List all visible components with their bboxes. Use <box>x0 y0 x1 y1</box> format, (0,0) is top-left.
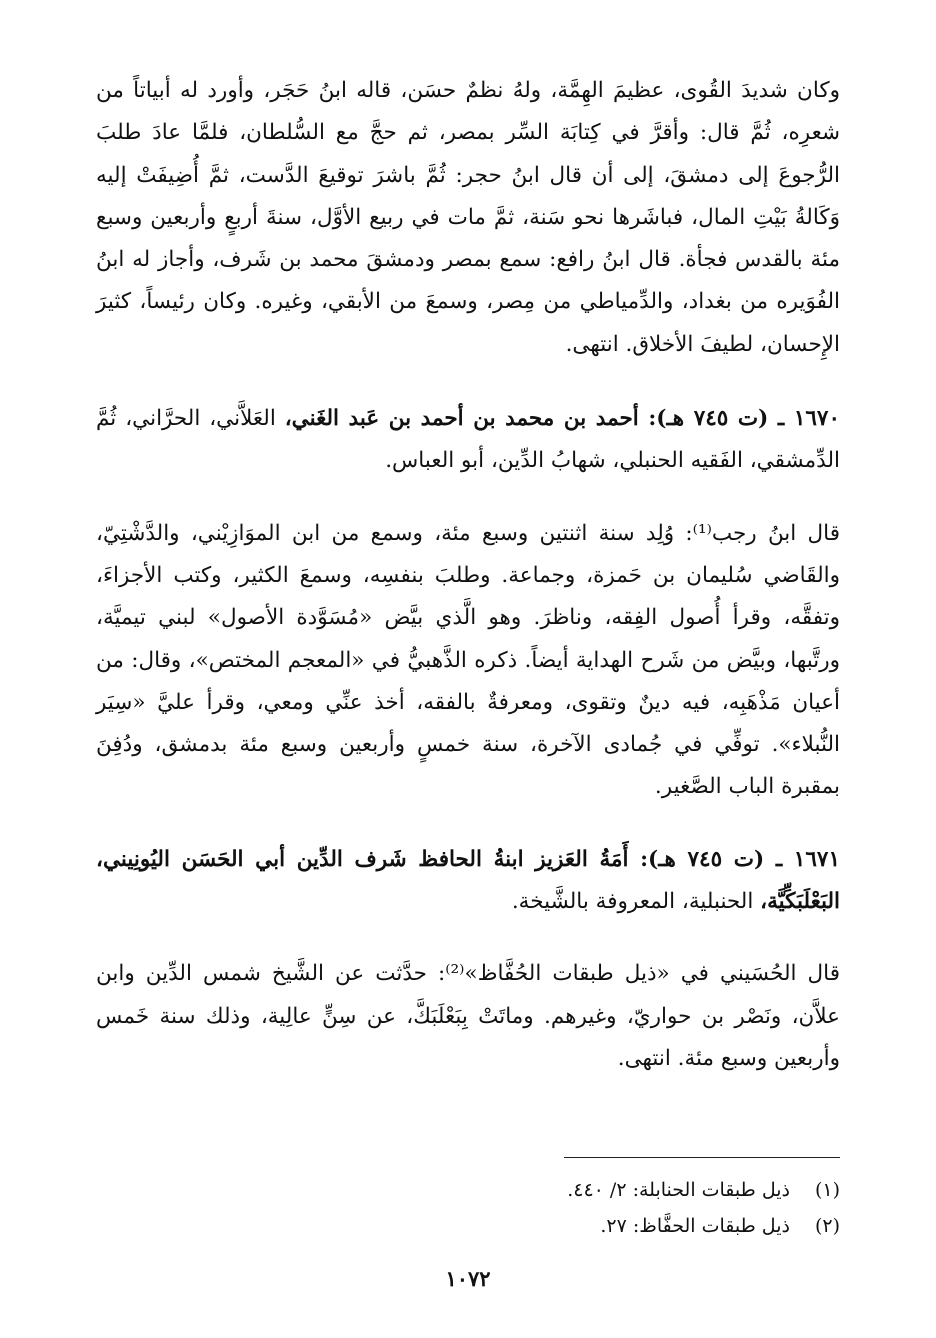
entry-text: العَلاَّني، الحرَّاني، ثُمَّ الدِّمشقي، الفَقيه الحنبلي، شهابُ الدِّين، أبو العباس. <box>96 406 840 474</box>
paragraph-text: قال الحُسَيني في «ذيل طبقات الحُفَّاظ»⁽²⁾: حدَّثت عن الشَّيخ شمس الدِّين وابن علاَّن، ونَصْر بن حواريّ، وغيرهم. وماتَتْ بِبَعْلَبَكَّ، عن سِنٍّ عالِية، وذلك سنة خَمس وأربعين وسبع مئة. انتهى. <box>96 961 840 1071</box>
paragraph-ibn-rajab-quote <box>96 513 840 809</box>
entry-1671 <box>96 839 840 924</box>
footnote-separator <box>564 1157 840 1158</box>
footnotes <box>96 1172 840 1244</box>
footnote-text: ذيل طبقات الحفَّاظ: ٢٧. <box>600 1215 790 1237</box>
footnote-number: (٢) <box>814 1215 840 1237</box>
footnote-number: (١) <box>814 1179 840 1201</box>
footnote-text: ذيل طبقات الحنابلة: ٢/ ٤٤٠. <box>567 1179 790 1201</box>
footnote-1 <box>96 1172 840 1208</box>
page-body <box>96 70 840 1080</box>
entry-heading: ١٦٧٠ ـ (ت ٧٤٥ هـ): أحمد بن محمد بن أحمد بن عَبد الغَني، <box>284 406 841 432</box>
entry-text: الحنبلية، المعروفة بالشَّيخة. <box>511 889 761 915</box>
page-number: ١٠٧٢ <box>445 1266 491 1291</box>
entry-heading: ١٦٧١ ـ (ت ٧٤٥ هـ): أَمَةُ العَزيز ابنةُ الحافظ شَرف الدِّين أبي الحَسَن اليُونِيني، البَعْلَبَكِّيَّة، <box>96 846 840 915</box>
footnote-2 <box>96 1208 840 1244</box>
entry-1670 <box>96 398 840 483</box>
paragraph-text: قال ابنُ رجب⁽¹⁾: وُلِد سنة اثنتين وسبع مئة، وسمع من ابن الموَازِيْني، والدَّشْتِيّ، والقَاضي سُليمان بن حَمزة، وجماعة. وطلبَ بنفسِه، وسمعَ الكثير، وكتب الأجزاءَ، وتفقَّه، وقرأ أُصول الفِقه، وناظرَ. وهو الَّذي بيَّض «مُسَوَّدة الأصول» لبني تيميَّة، ورتَّبها، وبيَّض من شَرح الهداية أيضاً. ذكره الذَّهبيُّ في «المعجم المختص»، وقال: من أعيان مَذْهَبِه، فيه دينٌ وتقوى، ومعرفةٌ بالفقه، أخذ عنِّي ومعي، وقرأ عليَّ «سِيَر النُّبلاء». توفِّي في جُمادى الآخرة، سنة خمسٍ وأربعين وسبع مئة بدمشق، ودُفِنَ بمقبرة الباب الصَّغير. <box>96 520 840 800</box>
paragraph-husayni-quote <box>96 953 840 1080</box>
paragraph-biography-continuation <box>96 70 840 366</box>
paragraph-text: وكان شديدَ القُوى، عظيمَ الهِمَّة، ولهُ نظمٌ حسَن، قاله ابنُ حَجَر، وأورد له أبياتاً من شعرِه، ثُمَّ قال: وأقرَّ في كِتابَة السِّر بمصر، ثم حجَّ مع السُّلطان، فلمَّا عادَ طلبَ الرُّجوعَ إلى دمشقَ، إلى أن قال ابنُ حجر: ثُمَّ باشرَ توقيعَ الدَّست، ثمَّ أُضِيفَتْ إليه وَكَالةُ بَيْتِ المال، فباشَرها نحو سَنة، ثمَّ مات في ربيع الأوَّل، سنةَ أربعٍ وأربعين وسبع مئة بالقدس فجأة. قال ابنُ رافع: سمع بمصر ودمشقَ محمد بن شَرف، وأجاز له ابنُ الفُوَيره من بغداد، والدِّمياطي من مِصر، وسمعَ من الأبقي، وغيره. وكان رئيساً، كثيرَ الإِحسان، لطيفَ الأخلاق. انتهى. <box>96 78 840 357</box>
